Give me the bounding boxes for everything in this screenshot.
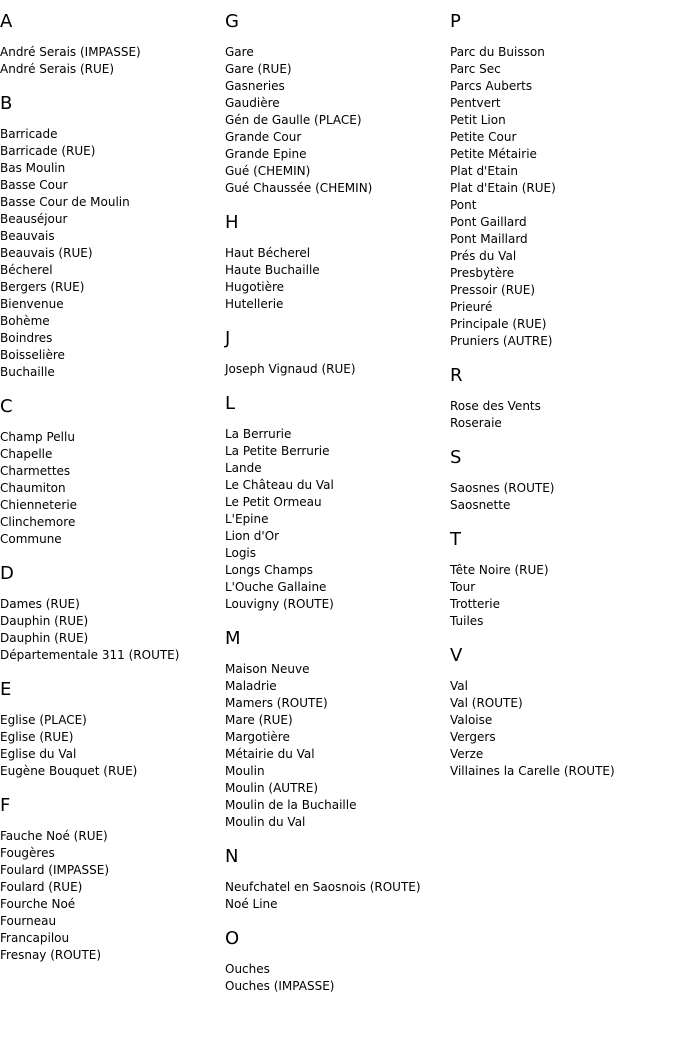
street-link[interactable]: Plat d'Etain (RUE) bbox=[450, 181, 556, 195]
street-list-item bbox=[225, 262, 450, 279]
street-list-item bbox=[225, 780, 450, 797]
street-list-item bbox=[0, 596, 225, 613]
street-list bbox=[0, 828, 225, 964]
street-link[interactable]: Commune bbox=[0, 532, 62, 546]
street-list-item bbox=[225, 129, 450, 146]
street-link[interactable]: Moulin (AUTRE) bbox=[225, 781, 318, 795]
street-list bbox=[0, 596, 225, 664]
street-link[interactable]: Gué Chaussée (CHEMIN) bbox=[225, 181, 373, 195]
street-link[interactable]: Le Petit Ormeau bbox=[225, 495, 322, 509]
street-link[interactable]: Valoise bbox=[450, 713, 493, 727]
street-link[interactable]: Basse Cour de Moulin bbox=[0, 195, 130, 209]
street-list-item bbox=[225, 596, 450, 613]
street-list-item bbox=[225, 678, 450, 695]
section-letter-heading: R bbox=[450, 365, 463, 386]
street-link[interactable]: La Petite Berrurie bbox=[225, 444, 330, 458]
street-link[interactable]: Longs Champs bbox=[225, 563, 314, 577]
street-list-item bbox=[450, 480, 675, 497]
street-list-item bbox=[225, 494, 450, 511]
street-list-item bbox=[225, 814, 450, 831]
street-link[interactable]: Fourche Noé bbox=[0, 897, 76, 911]
street-list bbox=[225, 661, 450, 831]
section-letter-heading: A bbox=[0, 11, 13, 32]
street-link[interactable]: Boisselière bbox=[0, 348, 65, 362]
street-list-item bbox=[0, 446, 225, 463]
street-list-item bbox=[225, 545, 450, 562]
street-link[interactable]: La Berrurie bbox=[225, 427, 292, 441]
street-link[interactable]: Plat d'Etain bbox=[450, 164, 518, 178]
street-link[interactable]: Petite Cour bbox=[450, 130, 517, 144]
letter-section bbox=[450, 446, 675, 514]
street-link[interactable]: Presbytère bbox=[450, 266, 515, 280]
street-link[interactable]: Fougères bbox=[0, 846, 55, 860]
street-list-item bbox=[0, 828, 225, 845]
street-link[interactable]: L'Epine bbox=[225, 512, 269, 526]
street-link[interactable]: Barricade (RUE) bbox=[0, 144, 96, 158]
section-letter-heading: T bbox=[450, 529, 461, 550]
street-link[interactable]: Hugotière bbox=[225, 280, 285, 294]
street-link[interactable]: Prieuré bbox=[450, 300, 493, 314]
street-link[interactable]: Grande Cour bbox=[225, 130, 302, 144]
street-list-item bbox=[450, 299, 675, 316]
street-list-item bbox=[450, 596, 675, 613]
street-list-item bbox=[0, 879, 225, 896]
street-link[interactable]: Champ Pellu bbox=[0, 430, 75, 444]
street-list-item bbox=[225, 460, 450, 477]
index-column bbox=[225, 10, 450, 1009]
street-link[interactable]: Trotterie bbox=[450, 597, 501, 611]
street-list-item bbox=[450, 678, 675, 695]
street-link[interactable]: Villaines la Carelle (ROUTE) bbox=[450, 764, 615, 778]
street-list-item bbox=[0, 126, 225, 143]
street-link[interactable]: Chienneterie bbox=[0, 498, 78, 512]
street-link[interactable]: Chapelle bbox=[0, 447, 53, 461]
section-letter-heading: G bbox=[225, 11, 239, 32]
letter-section bbox=[225, 211, 450, 313]
street-list-item bbox=[0, 480, 225, 497]
street-link[interactable]: Moulin du Val bbox=[225, 815, 306, 829]
street-list-item bbox=[225, 528, 450, 545]
section-letter-heading: S bbox=[450, 447, 462, 468]
street-list-item bbox=[450, 265, 675, 282]
street-list-item bbox=[225, 763, 450, 780]
street-list-item bbox=[225, 146, 450, 163]
street-list-item bbox=[225, 296, 450, 313]
street-link[interactable]: Pont Gaillard bbox=[450, 215, 527, 229]
street-link[interactable]: Le Château du Val bbox=[225, 478, 334, 492]
street-list-item bbox=[0, 364, 225, 381]
index-column bbox=[0, 10, 225, 978]
street-list bbox=[450, 44, 675, 350]
street-list-item bbox=[225, 443, 450, 460]
street-list-item bbox=[0, 143, 225, 160]
street-link[interactable]: Ouches (IMPASSE) bbox=[225, 979, 335, 993]
street-link[interactable]: Maison Neuve bbox=[225, 662, 310, 676]
street-list-item bbox=[0, 514, 225, 531]
street-link[interactable]: Petit Lion bbox=[450, 113, 506, 127]
street-list-item bbox=[0, 746, 225, 763]
street-list-item bbox=[0, 330, 225, 347]
street-list bbox=[0, 126, 225, 381]
letter-section bbox=[0, 678, 225, 780]
street-link[interactable]: Mare (RUE) bbox=[225, 713, 293, 727]
street-link[interactable]: Eglise (RUE) bbox=[0, 730, 74, 744]
street-link[interactable]: André Serais (RUE) bbox=[0, 62, 115, 76]
street-link[interactable]: Neufchatel en Saosnois (ROUTE) bbox=[225, 880, 421, 894]
street-list-item bbox=[225, 712, 450, 729]
street-link[interactable]: Logis bbox=[225, 546, 257, 560]
street-link[interactable]: Charmettes bbox=[0, 464, 71, 478]
street-list bbox=[450, 480, 675, 514]
street-link[interactable]: Gaudière bbox=[225, 96, 280, 110]
street-list-item bbox=[0, 194, 225, 211]
street-list-item bbox=[450, 579, 675, 596]
street-list-item bbox=[225, 695, 450, 712]
street-link[interactable]: L'Ouche Gallaine bbox=[225, 580, 327, 594]
street-link[interactable]: Parcs Auberts bbox=[450, 79, 533, 93]
street-list-item bbox=[450, 562, 675, 579]
street-link[interactable]: Eugène Bouquet (RUE) bbox=[0, 764, 138, 778]
street-link[interactable]: Val (ROUTE) bbox=[450, 696, 523, 710]
street-list bbox=[0, 44, 225, 78]
street-list-item bbox=[0, 896, 225, 913]
street-link[interactable]: Clinchemore bbox=[0, 515, 76, 529]
letter-section bbox=[225, 10, 450, 197]
letter-section bbox=[225, 845, 450, 913]
street-list-item bbox=[450, 695, 675, 712]
street-link[interactable]: Tour bbox=[450, 580, 476, 594]
street-link[interactable]: Moulin de la Buchaille bbox=[225, 798, 357, 812]
street-list-item bbox=[0, 429, 225, 446]
street-list-item bbox=[0, 913, 225, 930]
street-list-item bbox=[225, 112, 450, 129]
street-list-item bbox=[225, 180, 450, 197]
street-link[interactable]: Noé Line bbox=[225, 897, 278, 911]
letter-section bbox=[225, 927, 450, 995]
street-link[interactable]: Petite Métairie bbox=[450, 147, 537, 161]
street-list-item bbox=[225, 511, 450, 528]
street-link[interactable]: Pont bbox=[450, 198, 477, 212]
letter-section bbox=[0, 562, 225, 664]
street-link[interactable]: Mamers (ROUTE) bbox=[225, 696, 328, 710]
street-list-item bbox=[225, 661, 450, 678]
street-list-item bbox=[225, 978, 450, 995]
street-list-item bbox=[225, 896, 450, 913]
street-link[interactable]: Eglise (PLACE) bbox=[0, 713, 87, 727]
section-letter-heading: V bbox=[450, 645, 463, 666]
street-link[interactable]: Boindres bbox=[0, 331, 53, 345]
street-link[interactable]: Lion d'Or bbox=[225, 529, 280, 543]
street-list-item bbox=[450, 112, 675, 129]
street-list-item bbox=[0, 262, 225, 279]
section-letter-heading: O bbox=[225, 928, 240, 949]
street-link[interactable]: Bienvenue bbox=[0, 297, 64, 311]
street-list bbox=[225, 44, 450, 197]
street-link[interactable]: Joseph Vignaud (RUE) bbox=[225, 362, 356, 376]
street-list-item bbox=[0, 845, 225, 862]
street-list-item bbox=[0, 177, 225, 194]
street-list-item bbox=[450, 415, 675, 432]
section-letter-heading: H bbox=[225, 212, 239, 233]
street-link[interactable]: Bécherel bbox=[0, 263, 53, 277]
street-list-item bbox=[225, 95, 450, 112]
street-list-item bbox=[0, 313, 225, 330]
street-list-item bbox=[225, 579, 450, 596]
street-link[interactable]: Buchaille bbox=[0, 365, 55, 379]
street-list-item bbox=[0, 497, 225, 514]
street-list-item bbox=[225, 361, 450, 378]
street-list-item bbox=[450, 248, 675, 265]
street-list bbox=[0, 429, 225, 548]
section-letter-heading: J bbox=[225, 328, 231, 349]
street-list-item bbox=[0, 630, 225, 647]
street-list-item bbox=[225, 797, 450, 814]
street-list-item bbox=[0, 531, 225, 548]
street-list bbox=[225, 426, 450, 613]
street-list-item bbox=[450, 746, 675, 763]
street-link[interactable]: André Serais (IMPASSE) bbox=[0, 45, 141, 59]
street-list-item bbox=[0, 211, 225, 228]
street-link[interactable]: Fourneau bbox=[0, 914, 57, 928]
street-link[interactable]: Gare bbox=[225, 45, 254, 59]
street-list-item bbox=[0, 463, 225, 480]
street-list bbox=[225, 361, 450, 378]
street-link[interactable]: Bohème bbox=[0, 314, 50, 328]
street-list-item bbox=[0, 712, 225, 729]
street-list-item bbox=[450, 763, 675, 780]
street-link[interactable]: Dames (RUE) bbox=[0, 597, 80, 611]
street-list bbox=[225, 879, 450, 913]
street-link[interactable]: Pentvert bbox=[450, 96, 501, 110]
letter-section bbox=[450, 644, 675, 780]
street-list-item bbox=[450, 180, 675, 197]
street-list-item bbox=[0, 763, 225, 780]
street-link[interactable]: Gasneries bbox=[225, 79, 285, 93]
street-list-item bbox=[0, 160, 225, 177]
letter-section bbox=[225, 327, 450, 378]
street-list-item bbox=[450, 163, 675, 180]
street-list-item bbox=[450, 712, 675, 729]
street-list-item bbox=[0, 347, 225, 364]
street-link[interactable]: Lande bbox=[225, 461, 262, 475]
street-link[interactable]: Gén de Gaulle (PLACE) bbox=[225, 113, 362, 127]
street-link[interactable]: Louvigny (ROUTE) bbox=[225, 597, 334, 611]
letter-section bbox=[225, 627, 450, 831]
street-list-item bbox=[0, 245, 225, 262]
section-letter-heading: B bbox=[0, 93, 13, 114]
street-link[interactable]: Pont Maillard bbox=[450, 232, 528, 246]
street-list-item bbox=[450, 282, 675, 299]
street-list bbox=[225, 245, 450, 313]
street-link[interactable]: Chaumiton bbox=[0, 481, 66, 495]
street-list-item bbox=[225, 879, 450, 896]
street-link[interactable]: Dauphin (RUE) bbox=[0, 631, 89, 645]
street-list-item bbox=[225, 961, 450, 978]
section-letter-heading: L bbox=[225, 393, 236, 414]
street-list-item bbox=[450, 316, 675, 333]
street-list-item bbox=[225, 78, 450, 95]
street-list-item bbox=[0, 613, 225, 630]
street-list-item bbox=[0, 930, 225, 947]
street-link[interactable]: Ouches bbox=[225, 962, 270, 976]
street-list-item bbox=[450, 231, 675, 248]
street-list-item bbox=[450, 197, 675, 214]
street-link[interactable]: Foulard (RUE) bbox=[0, 880, 83, 894]
street-link[interactable]: Beauséjour bbox=[0, 212, 68, 226]
street-link[interactable]: Bas Moulin bbox=[0, 161, 66, 175]
street-list-item bbox=[0, 947, 225, 964]
street-link[interactable]: Rose des Vents bbox=[450, 399, 541, 413]
street-list-item bbox=[0, 279, 225, 296]
street-link[interactable]: Prés du Val bbox=[450, 249, 517, 263]
section-letter-heading: M bbox=[225, 628, 241, 649]
street-link[interactable]: Saosnette bbox=[450, 498, 511, 512]
street-list-item bbox=[0, 296, 225, 313]
street-list-item bbox=[450, 61, 675, 78]
street-link[interactable]: Roseraie bbox=[450, 416, 502, 430]
street-list-item bbox=[450, 333, 675, 350]
street-list bbox=[225, 961, 450, 995]
street-list-item bbox=[450, 729, 675, 746]
street-list-item bbox=[225, 426, 450, 443]
street-list bbox=[0, 712, 225, 780]
street-link[interactable]: Maladrie bbox=[225, 679, 277, 693]
street-link[interactable]: Parc Sec bbox=[450, 62, 501, 76]
street-link[interactable]: Dauphin (RUE) bbox=[0, 614, 89, 628]
section-letter-heading: E bbox=[0, 679, 12, 700]
street-link[interactable]: Verze bbox=[450, 747, 484, 761]
street-link[interactable]: Gué (CHEMIN) bbox=[225, 164, 311, 178]
street-link[interactable]: Tête Noire (RUE) bbox=[450, 563, 549, 577]
street-link[interactable]: Beauvais (RUE) bbox=[0, 246, 93, 260]
street-list-item bbox=[0, 228, 225, 245]
street-list-item bbox=[0, 61, 225, 78]
street-link[interactable]: Gare (RUE) bbox=[225, 62, 292, 76]
street-list-item bbox=[450, 613, 675, 630]
street-link[interactable]: Eglise du Val bbox=[0, 747, 77, 761]
street-list bbox=[450, 678, 675, 780]
street-list-item bbox=[0, 44, 225, 61]
section-letter-heading: C bbox=[0, 396, 13, 417]
street-list-item bbox=[225, 245, 450, 262]
street-link[interactable]: Tuiles bbox=[450, 614, 484, 628]
street-link[interactable]: Pressoir (RUE) bbox=[450, 283, 536, 297]
letter-section bbox=[0, 92, 225, 381]
street-link[interactable]: Val bbox=[450, 679, 468, 693]
street-link[interactable]: Margotière bbox=[225, 730, 290, 744]
street-list-item bbox=[450, 497, 675, 514]
street-link[interactable]: Métairie du Val bbox=[225, 747, 315, 761]
section-letter-heading: P bbox=[450, 11, 461, 32]
index-column bbox=[450, 10, 675, 794]
street-link[interactable]: Grande Epine bbox=[225, 147, 307, 161]
section-letter-heading: D bbox=[0, 563, 14, 584]
street-list-item bbox=[450, 129, 675, 146]
street-link[interactable]: Bergers (RUE) bbox=[0, 280, 85, 294]
letter-section bbox=[225, 392, 450, 613]
letter-section bbox=[450, 528, 675, 630]
street-link[interactable]: Foulard (IMPASSE) bbox=[0, 863, 110, 877]
street-list-item bbox=[225, 163, 450, 180]
street-list-item bbox=[0, 647, 225, 664]
street-link[interactable]: Basse Cour bbox=[0, 178, 68, 192]
section-letter-heading: F bbox=[0, 795, 11, 816]
street-list-item bbox=[0, 862, 225, 879]
street-link[interactable]: Francapilou bbox=[0, 931, 70, 945]
street-list-item bbox=[450, 44, 675, 61]
street-list bbox=[450, 398, 675, 432]
street-list-item bbox=[225, 729, 450, 746]
street-link[interactable]: Pruniers (AUTRE) bbox=[450, 334, 553, 348]
street-list-item bbox=[225, 44, 450, 61]
street-link[interactable]: Barricade bbox=[0, 127, 58, 141]
street-list-item bbox=[225, 279, 450, 296]
letter-section bbox=[0, 10, 225, 78]
street-link[interactable]: Parc du Buisson bbox=[450, 45, 545, 59]
street-list-item bbox=[450, 146, 675, 163]
letter-section bbox=[450, 10, 675, 350]
letter-section bbox=[450, 364, 675, 432]
street-link[interactable]: Hutellerie bbox=[225, 297, 284, 311]
street-link[interactable]: Fauche Noé (RUE) bbox=[0, 829, 108, 843]
street-list bbox=[450, 562, 675, 630]
street-link[interactable]: Moulin bbox=[225, 764, 265, 778]
street-list-item bbox=[0, 729, 225, 746]
street-link[interactable]: Haut Bécherel bbox=[225, 246, 311, 260]
street-list-item bbox=[450, 398, 675, 415]
letter-section bbox=[0, 794, 225, 964]
street-list-item bbox=[225, 562, 450, 579]
street-list-item bbox=[450, 95, 675, 112]
street-list-item bbox=[225, 746, 450, 763]
street-link[interactable]: Haute Buchaille bbox=[225, 263, 320, 277]
street-link[interactable]: Vergers bbox=[450, 730, 496, 744]
street-list-item bbox=[225, 477, 450, 494]
street-list-item bbox=[225, 61, 450, 78]
section-letter-heading: N bbox=[225, 846, 239, 867]
street-link[interactable]: Principale (RUE) bbox=[450, 317, 547, 331]
street-link[interactable]: Fresnay (ROUTE) bbox=[0, 948, 102, 962]
street-list-item bbox=[450, 214, 675, 231]
letter-section bbox=[0, 395, 225, 548]
street-link[interactable]: Départementale 311 (ROUTE) bbox=[0, 648, 180, 662]
street-link[interactable]: Beauvais bbox=[0, 229, 55, 243]
street-list-item bbox=[450, 78, 675, 95]
street-link[interactable]: Saosnes (ROUTE) bbox=[450, 481, 555, 495]
